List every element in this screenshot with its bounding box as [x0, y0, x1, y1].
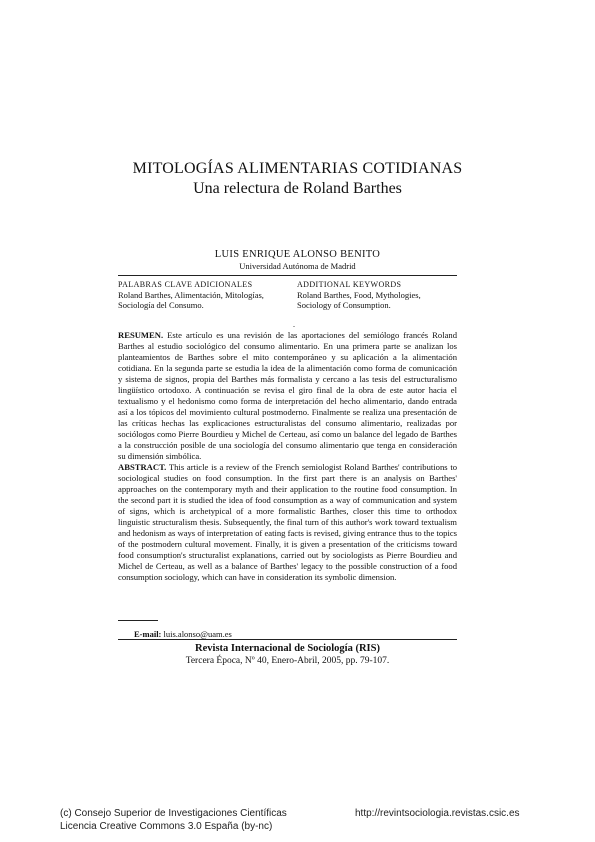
keywords-spanish-heading: PALABRAS CLAVE ADICIONALES [118, 280, 253, 289]
separator-dot: . [293, 320, 295, 329]
resumen-text: Este artículo es una revisión de las aportaciones del semiólogo francés Roland Barthes al estudio sociológico del consumo alimentario. En una primera parte se analizan los planteamientos de Barthes sobre el mito contemporáneo y su aplicación a la alimentación cotidiana. En la segunda parte se estudia la idea de la alimentación como forma de comunicación y sistema de signos, propia del Barthes más formalista y cercano a las tesis del estructuralismo lingüístico ortodoxo. A continuación se revisa el giro final de la obra de este autor hacia el textualismo y el hedonismo como forma de interpretación del hecho alimentario, dando entrada así a los tópicos del movimiento cultural postmoderno. Finalmente se realiza una presentación de las críticas hechas las explicaciones estructuralistas del consumo alimentario, realizadas por sociólogos como Pierre Bourdieu y Michel de Certeau, así como un balance del legado de Barthes a la construcción posible de una sociología del consumo alimentario que tenga en consideración su dimensión simbólica. [118, 330, 457, 461]
copyright-line: (c) Consejo Superior de Investigaciones Científicas [60, 808, 287, 819]
article-title: MITOLOGÍAS ALIMENTARIAS COTIDIANAS [132, 160, 463, 177]
email-label: E-mail: [134, 629, 162, 639]
keywords-english-text: Roland Barthes, Food, Mythologies, Sociology of Consumption. [297, 290, 421, 310]
abstract-label: ABSTRACT. [118, 462, 167, 472]
keywords-english-heading: ADDITIONAL KEYWORDS [297, 280, 402, 289]
resumen-paragraph [118, 330, 457, 462]
keywords-english [297, 280, 457, 310]
journal-issue: Tercera Época, Nº 40, Enero-Abril, 2005, pp. 79-107. [185, 656, 390, 666]
journal-divider [118, 639, 457, 640]
license-line: Licencia Creative Commons 3.0 España (by-nc) [60, 821, 273, 832]
keywords-spanish [118, 280, 283, 310]
journal-url-link[interactable]: http://revintsociologia.revistas.csic.es [355, 808, 520, 819]
article-subtitle: Una relectura de Roland Barthes [193, 180, 402, 197]
footnote-divider [118, 620, 158, 621]
author-name: LUIS ENRIQUE ALONSO BENITO [214, 249, 381, 260]
abstract-text: This article is a review of the French semiologist Roland Barthes' contributions to sociological studies on food consumption. In the first part there is an analysis on Barthes' approaches on the contemporary myth and their application to the routine food consumption. In the second part it is studied the idea of food consumption as a way of communication and system of signs, which is archetypical of a more formalistic Barthes, closer this time to orthodox linguistic structuralism thesis. Subsequently, the final turn of this author's work toward textualism and hedonism as ways of interpretation of eating facts is revised, giving entrance thus to the topics of the postmodern cultural movement. Finally, it is given a presentation of the criticisms toward food consumption's structuralist explanations, carried out by sociologists as Pierre Bourdieu and Michel de Certeau, as well as a balance of Barthes' legacy to the possible construction of a food consumption sociology, which can have in consideration its symbolic dimension. [118, 462, 458, 582]
journal-name: Revista Internacional de Sociología (RIS) [195, 643, 380, 654]
keywords-divider [118, 275, 457, 276]
email-value: luis.alonso@uam.es [163, 629, 232, 639]
resumen-label: RESUMEN. [118, 330, 164, 340]
author-email-footnote [134, 629, 232, 639]
abstract-paragraph [118, 462, 457, 583]
author-affiliation: Universidad Autónoma de Madrid [239, 261, 356, 271]
keywords-spanish-text: Roland Barthes, Alimentación, Mitologías, Sociología del Consumo. [118, 290, 264, 310]
